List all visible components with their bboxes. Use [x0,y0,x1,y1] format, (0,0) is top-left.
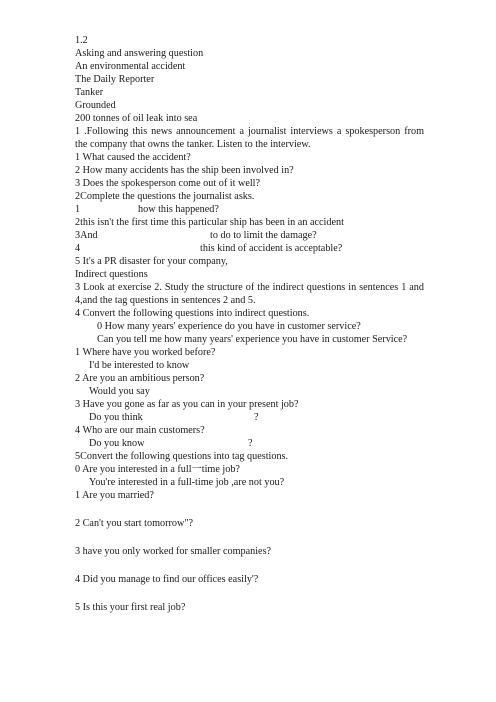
exercise-1-question: 3 Does the spokesperson come out of it well? [75,178,261,189]
exercise-5-question: 4 Did you manage to find our offices easily'? [75,574,259,585]
exercise-5-question: 2 Can't you start tomorrow"? [75,518,194,529]
exercise-2-item: 2this isn't the first time this particular ship has been in an accident [75,217,344,228]
example-question: 0 How many years' experience do you have in customer service? [97,321,361,332]
section-number: 1.2 [75,35,88,46]
exercise-4-instruction: 4 Convert the following questions into indirect questions. [75,308,310,319]
news-line: The Daily Reporter [75,74,155,85]
exercise-2-instruction: 2Complete the questions the journalist asks. [75,191,255,202]
prompt-end: ? [254,412,259,423]
news-line: Grounded [75,100,116,111]
prompt-text: Do you think [89,412,143,423]
exercise-5-instruction: 5Convert the following questions into tag questions. [75,451,289,462]
news-line: Tanker [75,87,104,98]
section-heading: Indirect questions [75,269,148,280]
lesson-title: Asking and answering question [75,48,204,59]
exercise-4-question: 4 Who are our main customers? [75,425,205,436]
answer-prompt: I'd be interested to know [89,360,190,371]
example-question: 0 Are you interested in a full一time job? [75,464,240,475]
item-number: 3And [75,230,98,241]
exercise-4-question: 3 Have you gone as far as you can in your present job? [75,399,299,410]
item-number: 4 [75,243,81,254]
item-text: how this happened? [138,204,219,215]
exercise-4-question: 2 Are you an ambitious person? [75,373,205,384]
example-answer: Can you tell me how many years' experience you have in customer Service? [97,334,408,345]
item-text: this kind of accident is acceptable? [200,243,343,254]
exercise-2-item: 5 It's a PR disaster for your company, [75,256,228,267]
prompt-text: Do you know [89,438,145,449]
news-line: 200 tonnes of oil leak into sea [75,113,198,124]
exercise-5-question: 3 have you only worked for smaller companies? [75,546,272,557]
prompt-end: ? [248,438,253,449]
item-number: 1 [75,204,81,215]
example-answer: You're interested in a full-time job ,are not you? [89,477,285,488]
answer-prompt: Would you say [89,386,150,397]
exercise-1-question: 2 How many accidents has the ship been involved in? [75,165,294,176]
exercise-5-question: 1 Are you married? [75,490,154,501]
exercise-3-instruction: 3 Look at exercise 2. Study the structure of the indirect questions in sentences 1 and 4,and the tag questions in sentences 2 and 5. [75,282,424,306]
news-line: An environmental accident [75,61,186,72]
exercise-1-question: 1 What caused the accident? [75,152,191,163]
exercise-5-question: 5 Is this your first real job? [75,602,186,613]
exercise-1-instruction: 1 .Following this news announcement a journalist interviews a spokesperson from the company that owns the tanker. Listen to the interview. [75,126,424,150]
exercise-4-question: 1 Where have you worked before? [75,347,216,358]
item-text: to do to limit the damage? [210,230,317,241]
